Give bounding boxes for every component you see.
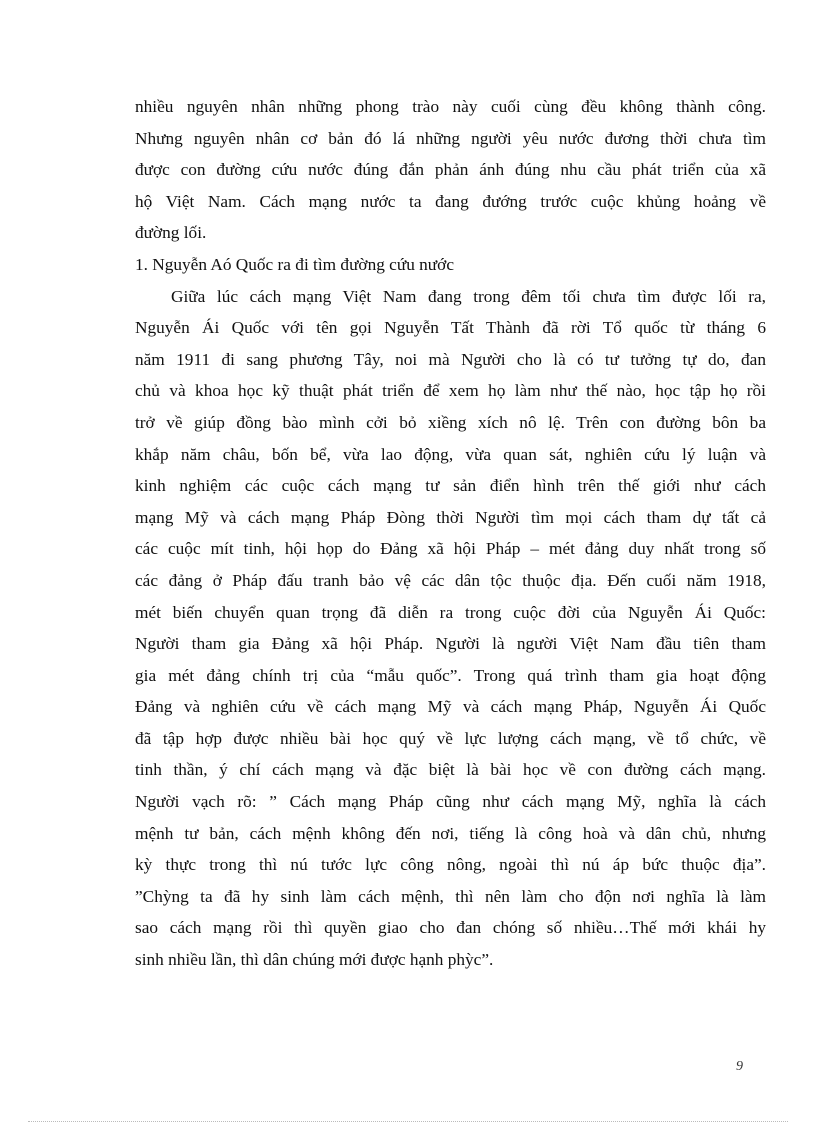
text-line: trở về giúp đồng bào mình cởi bỏ xiềng xích nô lệ. Trên con đường bôn ba (135, 412, 766, 432)
text-line: các cuộc mít tinh, hội họp do Đảng xã hội Pháp – mét đảng duy nhất trong số (135, 539, 766, 559)
text-line: được con đường cứu nước đúng đắn phản ánh đúng nhu cầu phát triển của xã (135, 160, 766, 180)
text-line: gia mét đảng chính trị của “mẫu quốc”. Trong quá trình tham gia hoạt động (135, 665, 766, 685)
text-line: Nguyễn Ái Quốc với tên gọi Nguyễn Tất Thành đã rời Tổ quốc từ tháng 6 (135, 318, 766, 338)
text-line: Người tham gia Đảng xã hội Pháp. Người là người Việt Nam đầu tiên tham (135, 634, 766, 654)
text-line: ”Chỳng ta đã hy sinh làm cách mệnh, thì nên làm cho độn nơi nghĩa là làm (135, 886, 766, 906)
text-line: kinh nghiệm các cuộc cách mạng tư sản điển hình trên thế giới như cách (135, 476, 766, 496)
text-line: mét biến chuyển quan trọng đã diễn ra trong cuộc đời của Nguyễn Ái Quốc: (135, 602, 766, 622)
text-line: Giữa lúc cách mạng Việt Nam đang trong đêm tối chưa tìm được lối ra, (171, 286, 766, 306)
text-line: Đảng và nghiên cứu về cách mạng Mỹ và cách mạng Pháp, Nguyễn Ái Quốc (135, 697, 766, 717)
text-line: kỳ thực trong thì nú tước lực công nông, ngoài thì nú áp bức thuộc địa”. (135, 855, 766, 875)
text-line: đã tập hợp được nhiều bài học quý về lực lượng cách mạng, về tổ chức, về (135, 728, 766, 748)
text-line: mệnh tư bản, cách mệnh không đến nơi, tiếng là công hoà và dân chủ, nhưng (135, 823, 766, 843)
text-line: tinh thần, ý chí cách mạng và đặc biệt là bài học về con đường cách mạng. (135, 760, 766, 780)
page-number: 9 (736, 1059, 743, 1074)
text-line: các đảng ở Pháp đấu tranh bảo vệ các dân tộc thuộc địa. Đến cuối năm 1918, (135, 570, 766, 590)
text-line: sinh nhiều lần, thì dân chúng mới được hạnh phỳc”. (135, 950, 494, 970)
text-line: nhiều nguyên nhân những phong trào này cuối cùng đều không thành công. (135, 97, 766, 116)
page-bottom-divider (28, 1121, 788, 1122)
body-text (135, 91, 766, 976)
text-line: mạng Mỹ và cách mạng Pháp Đòng thời Người tìm mọi cách tham dự tất cả (135, 507, 766, 527)
text-line: Nhưng nguyên nhân cơ bản đó lá những người yêu nước đương thời chưa tìm (135, 128, 766, 148)
text-line: năm 1911 đi sang phương Tây, noi mà Người cho là có tư tưởng tự do, đan (135, 349, 766, 369)
text-line: Người vạch rõ: ” Cách mạng Pháp cũng như cách mạng Mỹ, nghĩa là cách (135, 792, 766, 812)
section-heading: 1. Nguyễn Aó Quốc ra đi tìm đường cứu nước (135, 254, 454, 274)
text-line: sao cách mạng rồi thì quyền giao cho đan chóng số nhiều…Thế mới khái hy (135, 918, 766, 938)
text-line: khắp năm châu, bốn bể, vừa lao động, vừa quan sát, nghiên cứu lý luận và (135, 444, 766, 464)
text-line: chủ và khoa học kỹ thuật phát triển để xem họ làm như thế nào, học tập họ rồi (135, 381, 766, 401)
text-line: đường lối. (135, 223, 207, 243)
text-line: hộ Việt Nam. Cách mạng nước ta đang đướng trước cuộc khủng hoảng về (135, 191, 766, 211)
